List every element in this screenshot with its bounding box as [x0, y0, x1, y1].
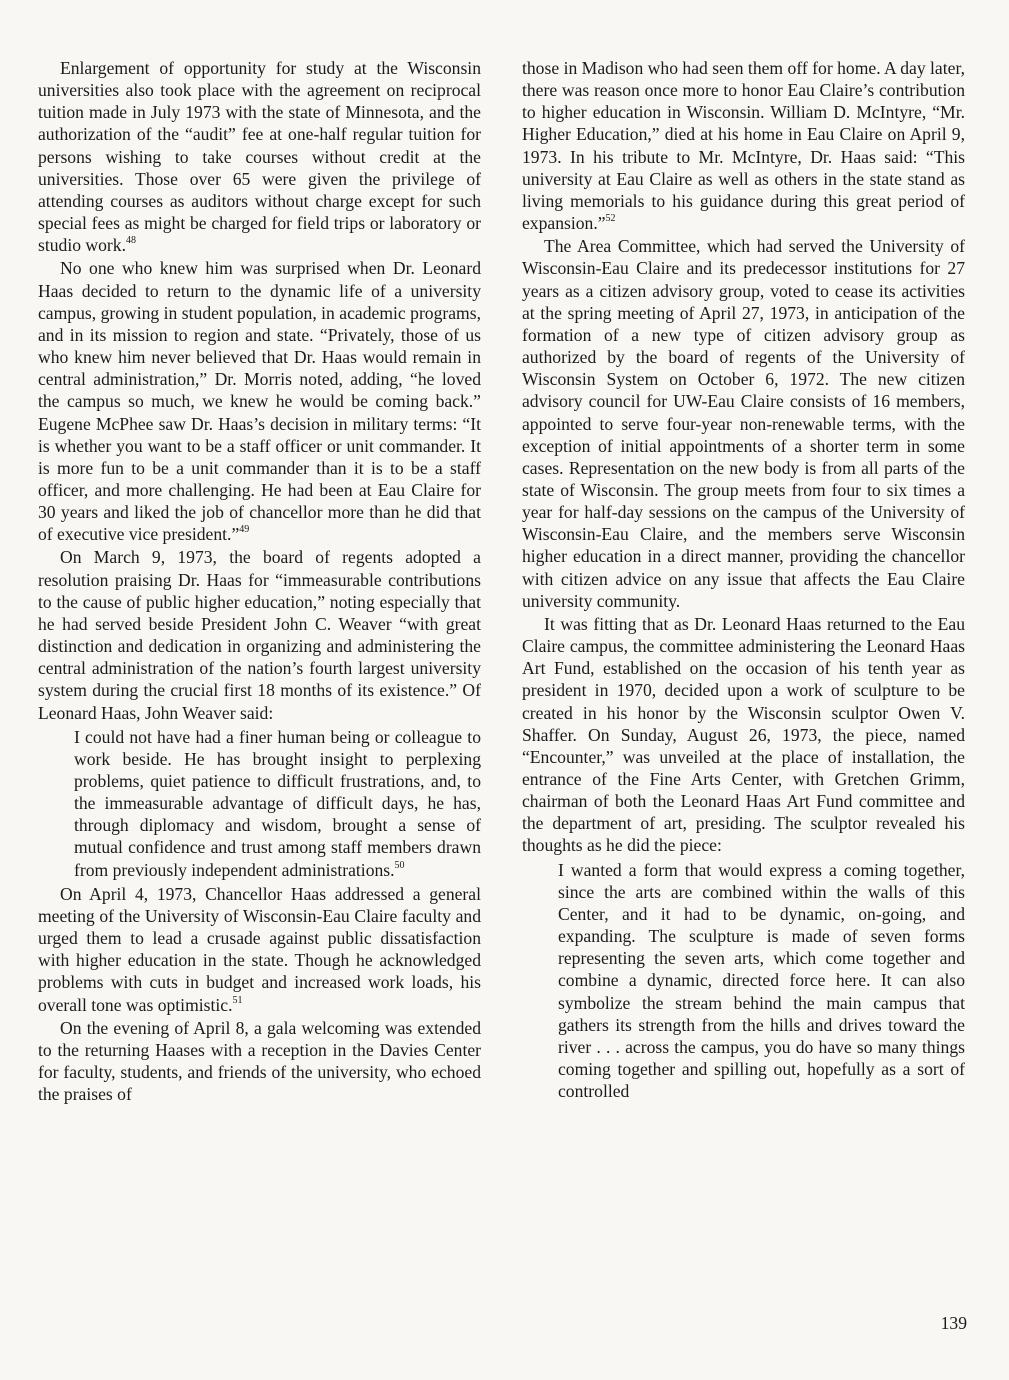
left-column [38, 57, 481, 1105]
paragraph [38, 57, 481, 256]
paragraph-text: Enlargement of opportunity for study at the Wisconsin universities also took place with the agreement on reciprocal tuition made in July 1973 with the state of Minnesota, and the authorization of the “audit” fee at one-half regular tuition for persons wishing to take courses without credit at the universities. Those over 65 were given the privilege of attending courses as auditors without charge except for such special fees as might be charged for field trips or laboratory or studio work. [38, 58, 481, 256]
paragraph-text: those in Madison who had seen them off for home. A day later, there was reason once more to honor Eau Claire’s contribution to higher education in Wisconsin. William D. McIntyre, “Mr. Higher Education,” died at his home in Eau Claire on April 9, 1973. In his tribute to Mr. McIntyre, Dr. Haas said: “This university at Eau Claire as well as others in the state stand as living memorials to his guidance during this great period of expansion.” [522, 58, 965, 234]
block-quote [38, 726, 481, 881]
footnote-ref: 49 [239, 524, 250, 536]
paragraph [38, 883, 481, 1016]
block-quote [522, 859, 965, 1103]
quote-text: I could not have had a finer human being or colleague to work beside. He has brought insight to perplexing problems, quiet patience to difficult frustrations, and, to the immeasurable advantage of difficult days, he has, through diplomacy and wisdom, brought a sense of mutual confidence and trust among staff members drawn from previously independent administrations. [74, 726, 481, 880]
paragraph [38, 257, 481, 545]
paragraph-text: On the evening of April 8, a gala welcoming was extended to the returning Haases with a reception in the Davies Center for faculty, students, and friends of the university, who echoed the praises of [38, 1017, 481, 1105]
footnote-ref: 52 [605, 213, 616, 225]
paragraph [38, 1017, 481, 1106]
paragraph [522, 57, 965, 234]
paragraph-text: The Area Committee, which had served the University of Wisconsin-Eau Claire and its predecessor institutions for 27 years as a citizen advisory group, voted to cease its activities at the spring meeting of April 27, 1973, in anticipation of the formation of a new type of citizen advisory group as authorized by the board of regents of the University of Wisconsin System on October 6, 1972. The new citizen advisory council for UW-Eau Claire consists of 16 members, appointed to serve four-year non-renewable terms, with the exception of initial appointments of a shorter term in some cases. Representation on the new body is from all parts of the state of Wisconsin. The group meets from four to six times a year for half-day sessions on the campus of the University of Wisconsin-Eau Claire, and the members serve Wisconsin higher education in a direct manner, providing the chancellor with citizen advice on any issue that affects the Eau Claire university community. [522, 236, 965, 611]
page-number: 139 [940, 1313, 967, 1333]
paragraph-text: On April 4, 1973, Chancellor Haas addressed a general meeting of the University of Wisconsin-Eau Claire faculty and urged them to lead a crusade against public dissatisfaction with higher education in the state. Though he acknowledged problems with cuts in budget and increased work loads, his overall tone was optimistic. [38, 883, 481, 1015]
footnote-ref: 50 [394, 859, 405, 871]
paragraph [38, 546, 481, 723]
paragraph [522, 235, 965, 612]
paragraph-text: No one who knew him was surprised when Dr. Leonard Haas decided to return to the dynamic life of a university campus, growing in student population, in academic programs, and in its mission to region and state. “Privately, those of us who knew him never believed that Dr. Haas would remain in central administration,” Dr. Morris noted, adding, “he loved the campus so much, we knew he would be coming back.” Eugene McPhee saw Dr. Haas’s decision in military terms: “It is whether you want to be a staff officer or unit commander. It is more fun to be a unit commander than it is to be a staff officer, and more challenging. He had been at Eau Claire for 30 years and liked the job of chancellor more than he did that of executive vice president.” [38, 258, 481, 545]
quote-text: I wanted a form that would express a coming together, since the arts are combined within the walls of this Center, and it had to be dynamic, on-going, and expanding. The sculpture is made of seven forms representing the seven arts, which come together and combine a dynamic, directed force here. It can also symbolize the stream behind the main campus that gathers its strength from the hills and drives toward the river . . . across the campus, you do have so many things coming together and spilling out, hopefully as a sort of controlled [558, 859, 965, 1102]
paragraph-text: It was fitting that as Dr. Leonard Haas returned to the Eau Claire campus, the committee administering the Leonard Haas Art Fund, established on the occasion of his tenth year as president in 1970, decided upon a work of sculpture to be created in his honor by the Wisconsin sculptor Owen V. Shaffer. On Sunday, August 26, 1973, the piece, named “Encounter,” was unveiled at the place of installation, the entrance of the Fine Arts Center, with Gretchen Grimm, chairman of both the Leonard Haas Art Fund committee and the department of art, presiding. The sculptor revealed his thoughts as he did the piece: [522, 613, 965, 856]
right-column [522, 57, 965, 1104]
paragraph [522, 613, 965, 857]
footnote-ref: 48 [125, 235, 136, 247]
paragraph-text: On March 9, 1973, the board of regents adopted a resolution praising Dr. Haas for “immeasurable contributions to the cause of public higher education,” noting especially that he had served beside President John C. Weaver “with great distinction and dedication in organizing and administering the central administration of the nation’s fourth largest university system during the crucial first 18 months of its existence.” Of Leonard Haas, John Weaver said: [38, 547, 481, 723]
footnote-ref: 51 [232, 994, 243, 1006]
